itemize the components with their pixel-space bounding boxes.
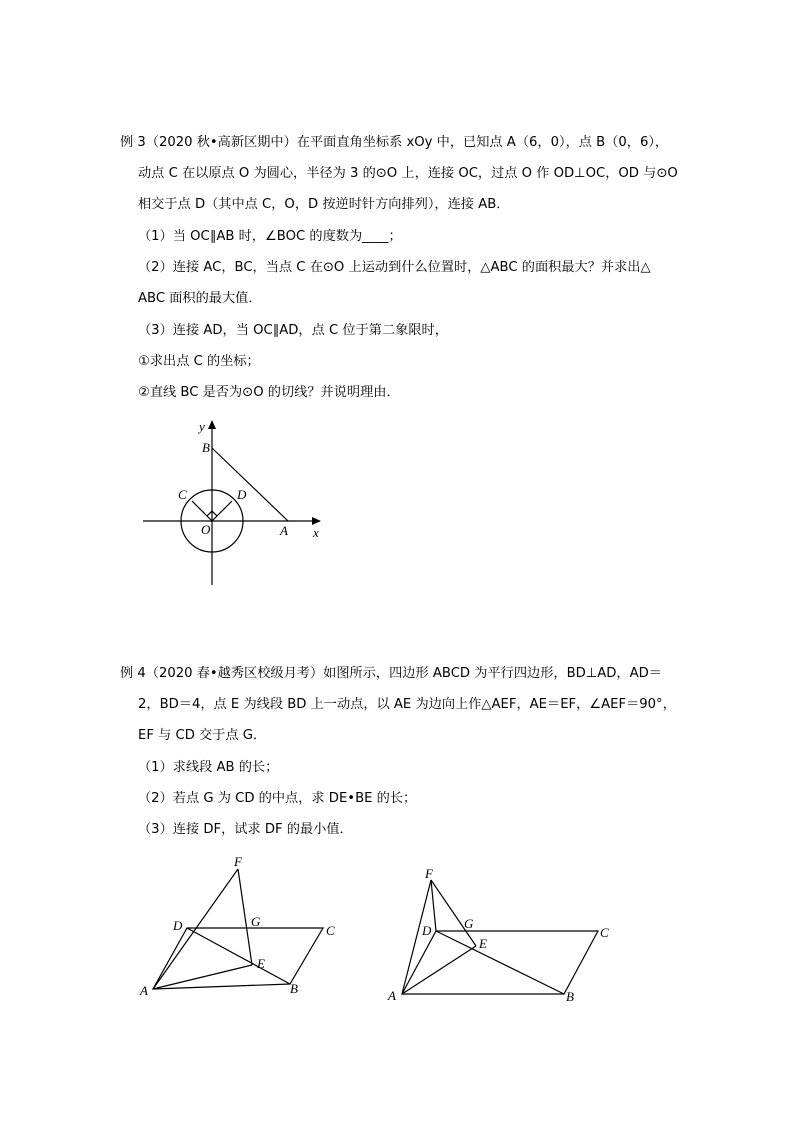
label-a-1: A bbox=[140, 983, 148, 998]
example4-line-2: 2，BD＝4，点 E 为线段 BD 上一动点，以 AE 为边向上作△AEF，AE＝EF，∠AEF＝90°， bbox=[138, 697, 676, 712]
example3-question-1: （1）当 OC∥AB 时，∠BOC 的度数为____； bbox=[138, 229, 402, 244]
example3-question-3-part-2: ②直线 BC 是否为⊙O 的切线？并说明理由． bbox=[138, 385, 400, 400]
label-d-1: D bbox=[173, 918, 183, 933]
segment-df-2 bbox=[431, 880, 436, 931]
label-b-1: B bbox=[290, 981, 298, 996]
label-g-1: G bbox=[251, 914, 261, 929]
label-y: y bbox=[199, 419, 205, 434]
label-o: O bbox=[201, 522, 211, 537]
label-f-1: F bbox=[234, 854, 242, 869]
label-d-2: D bbox=[422, 923, 432, 938]
label-f-2: F bbox=[425, 866, 433, 881]
example4-question-3: （3）连接 DF，试求 DF 的最小值． bbox=[138, 822, 353, 837]
label-c: C bbox=[178, 487, 187, 502]
label-c-1: C bbox=[326, 923, 335, 938]
label-d: D bbox=[237, 487, 247, 502]
example3-line-2: 动点 C 在以原点 O 为圆心，半径为 3 的⊙O 上，连接 OC，过点 O 作 OD⊥OC，OD 与⊙O bbox=[138, 166, 678, 181]
label-g-2: G bbox=[464, 916, 474, 931]
example4-line-3: EF 与 CD 交于点 G． bbox=[138, 728, 267, 743]
segment-ef-2 bbox=[431, 880, 476, 946]
label-b: B bbox=[202, 440, 210, 455]
label-a: A bbox=[280, 523, 288, 538]
example4-question-1: （1）求线段 AB 的长； bbox=[138, 760, 279, 775]
example3-question-3: （3）连接 AD，当 OC∥AD，点 C 位于第二象限时， bbox=[138, 323, 448, 338]
example4-line-1: 例 4（2020 春•越秀区校级月考）如图所示，四边形 ABCD 为平行四边形，BD⊥AD，AD＝ bbox=[120, 666, 662, 681]
label-x: x bbox=[313, 525, 319, 540]
example3-question-2-cont: ABC 面积的最大值． bbox=[138, 291, 262, 306]
label-c-2: C bbox=[600, 925, 609, 940]
label-b-2: B bbox=[566, 989, 574, 1004]
example3-line-3: 相交于点 D（其中点 C，O，D 按逆时针方向排列），连接 AB． bbox=[138, 197, 510, 212]
label-e-1: E bbox=[257, 956, 265, 971]
example3-question-3-part-1: ①求出点 C 的坐标； bbox=[138, 354, 260, 369]
segment-bd-2 bbox=[436, 931, 564, 994]
example4-question-2: （2）若点 G 为 CD 的中点，求 DE•BE 的长； bbox=[138, 791, 417, 806]
label-a-2: A bbox=[388, 988, 396, 1003]
example3-line-1: 例 3（2020 秋•高新区期中）在平面直角坐标系 xOy 中，已知点 A（6，0），点 B（0，6）， bbox=[120, 135, 669, 150]
segment-ae-2 bbox=[402, 946, 476, 994]
label-e-2: E bbox=[479, 936, 487, 951]
example3-question-2: （2）连接 AC，BC，当点 C 在⊙O 上运动到什么位置时，△ABC 的面积最大？并求出△ bbox=[138, 260, 651, 275]
